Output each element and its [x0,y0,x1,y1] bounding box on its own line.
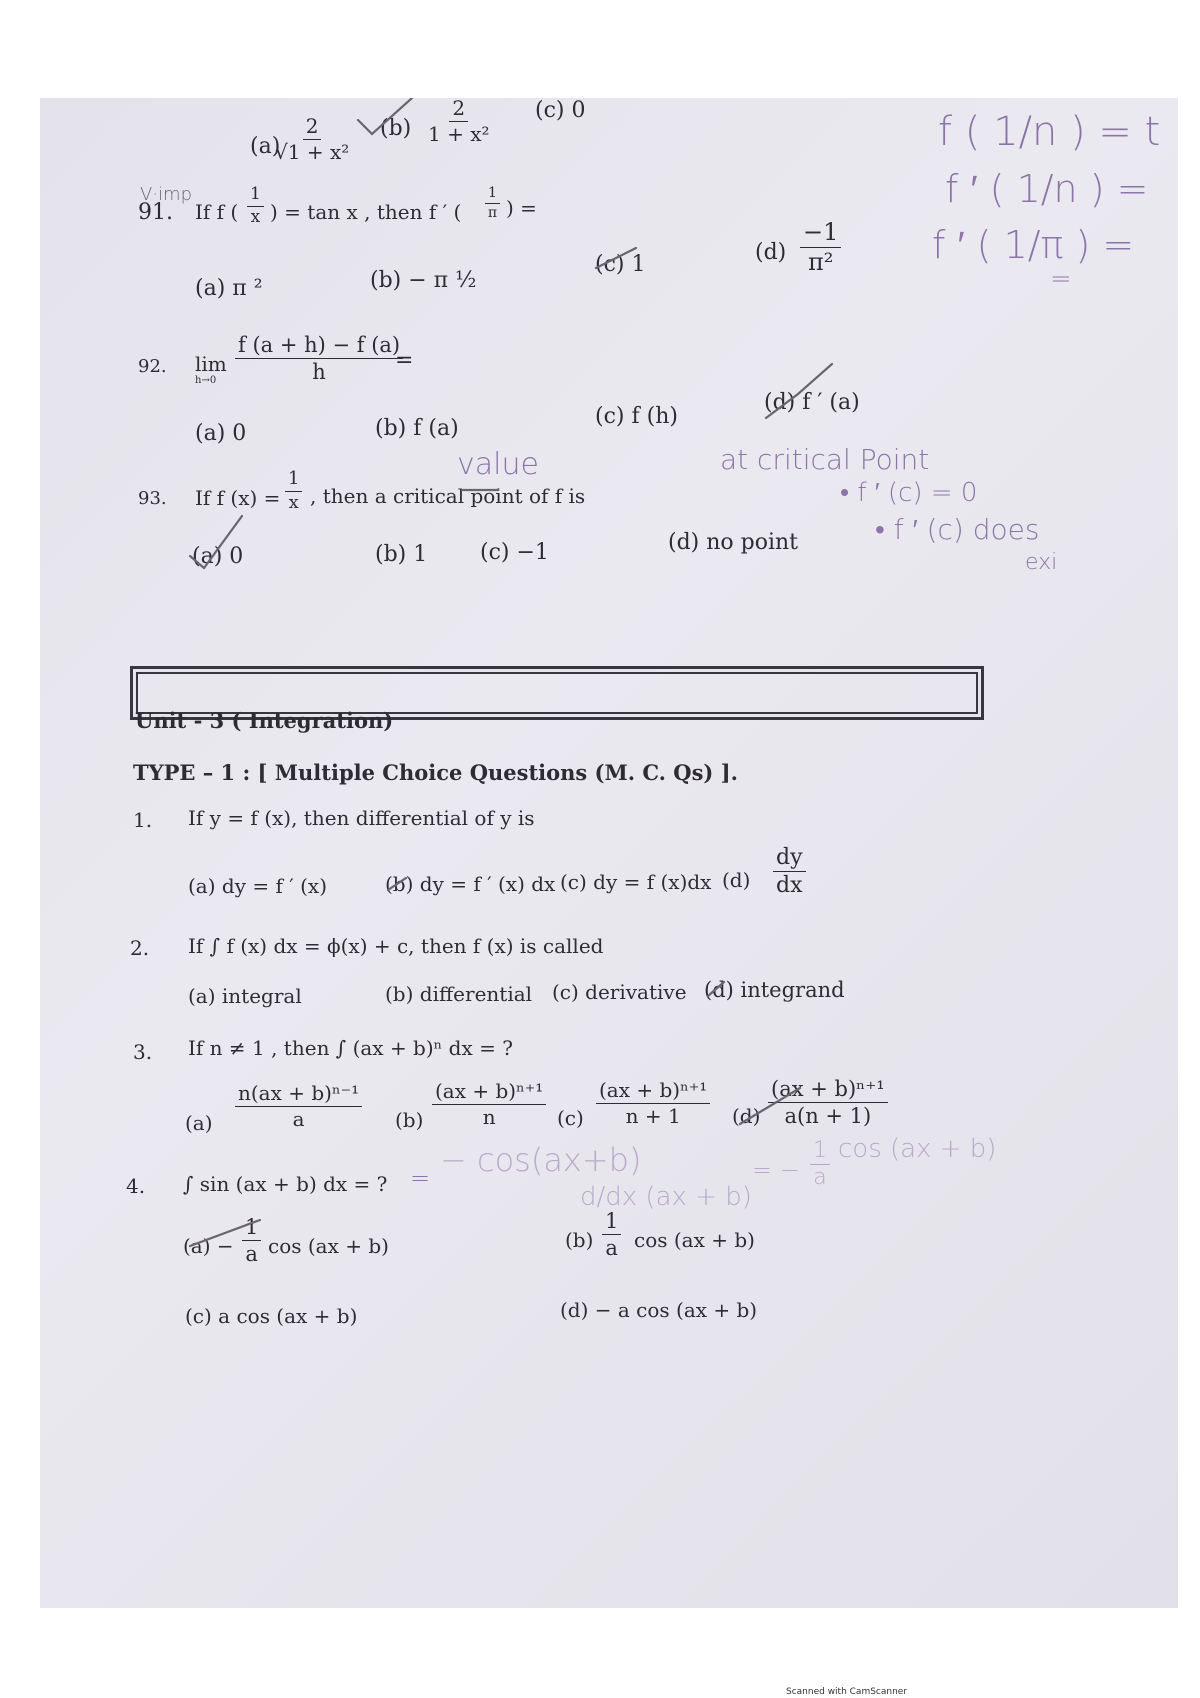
q4-a-den: a [245,1242,258,1267]
scanner-watermark: Scanned with CamScanner [786,1687,908,1697]
q91-stem-fraction-den: x [250,206,261,227]
q3-number: 3. [133,1040,153,1064]
q93-option-a: (a) 0 [192,544,244,569]
q4-handwritten-numerator: − cos(ax+b) [440,1141,642,1179]
q4-number: 4. [126,1174,146,1198]
q4-option-b-tail: cos (ax + b) [634,1228,755,1252]
q4-option-a-label: (a) − [183,1234,234,1258]
q91-stem-part3: ) = [506,196,537,220]
q91-option-d-label: (d) [755,240,787,265]
handwriting-note4: exi [1025,550,1058,575]
q3-b-den: n [482,1105,496,1129]
q3-c-den: n + 1 [625,1104,681,1128]
q92-lim: lim [195,352,227,376]
q3-c-num: (ax + b)ⁿ⁺¹ [596,1080,710,1104]
handwriting-line4: = [1050,264,1072,294]
q4-option-a-tail: cos (ax + b) [268,1234,389,1258]
q92-number: 92. [138,356,167,377]
q3-stem: If n ≠ 1 , then ∫ (ax + b)ⁿ dx = ? [188,1036,513,1060]
q91-option-b: (b) − π ½ [370,268,477,293]
q90-a-denominator: √1 + x² [275,140,350,164]
q4-a-tick-mark [190,1220,260,1246]
q2-option-b: (b) differential [385,982,533,1006]
q3-d-num: (ax + b)ⁿ⁺¹ [768,1078,888,1103]
q2-option-d: (d) integrand [704,978,845,1002]
type-heading: TYPE – 1 : [ Multiple Choice Questions (M. C. Qs) ]. [133,760,738,785]
q1-number: 1. [133,808,153,832]
q91-option-a: (a) π ² [195,276,263,301]
q92-equals: = [395,348,414,373]
q1-option-b: (b) dy = f ′ (x) dx [385,872,556,896]
q3-a-num: n(ax + b)ⁿ⁻¹ [235,1083,362,1107]
handwriting-line3: f ′ ( 1/π ) = [932,223,1135,267]
q4-handwritten-tail: cos (ax + b) [838,1134,997,1164]
q4-a-num: 1 [242,1216,261,1241]
q90-option-c: (c) 0 [535,98,586,123]
q93-handwritten-value: value [457,447,539,482]
q93-frac-num: 1 [285,470,302,492]
unit-title: Unit - 3 ( Integration) [135,708,394,733]
q2-d-tick-mark [708,982,724,996]
handwriting-note1: at critical Point [720,443,930,476]
scanned-page [40,98,1178,1608]
q91-stem-fraction-num: 1 [247,186,264,207]
q93-option-c: (c) −1 [480,540,549,565]
q90-option-b-label: (b) [380,116,412,141]
q92-option-b: (b) f (a) [375,416,459,441]
q91-option-c: (c) 1 [595,252,646,277]
q1-d-den: dx [776,873,803,899]
handwritten-tick-marks [40,98,1178,1608]
q4-handwritten-equals: = [410,1164,431,1192]
q2-option-a: (a) integral [188,984,302,1008]
q91-stem-part2: ) = tan x , then f ′ ( [270,200,462,224]
q4-option-b-label: (b) [565,1228,594,1252]
q1-stem: If y = f (x), then differential of y is [188,806,535,830]
q4-option-c: (c) a cos (ax + b) [185,1304,358,1328]
q92-d-tick-mark [766,364,832,418]
q1-option-c: (c) dy = f (x)dx [560,870,712,894]
q90-b-numerator: 2 [449,98,468,122]
q1-b-tick-mark [388,878,406,890]
q92-quotient-den: h [312,360,326,385]
q93-a-tick-mark [190,516,242,568]
q4-option-d: (d) − a cos (ax + b) [560,1298,758,1322]
q2-option-c: (c) derivative [552,980,687,1004]
q91-c-tick-mark [596,248,636,268]
q4-b-den: a [605,1236,618,1261]
q91-d-den: π² [807,248,834,277]
q93-option-d: (d) no point [668,530,799,555]
q91-pi-num: 1 [485,186,500,204]
handwriting-note3: • f ′ (c) does [875,513,1040,546]
q93-stem-part1: If f (x) = [195,486,281,510]
q90-b-denominator: 1 + x² [428,122,490,146]
q91-stem-part1: If f ( [195,200,239,224]
q91-number: 91. [138,200,173,225]
q92-option-a: (a) 0 [195,421,247,446]
q3-option-d-label: (d) [732,1104,761,1128]
q93-stem-part2: , then a critical point of f is [310,484,586,508]
q3-d-den: a(n + 1) [784,1104,872,1129]
q92-lim-subscript: h→0 [195,375,217,386]
q4-handwritten-denominator: d/dx (ax + b) [580,1182,752,1212]
q1-option-a: (a) dy = f ′ (x) [188,874,328,898]
q4-handwritten-equals-2: = − [752,1156,800,1184]
q2-stem: If ∫ f (x) dx = ϕ(x) + c, then f (x) is called [188,934,604,958]
handwriting-line1: f ( 1/n ) = t [938,109,1161,155]
q4-hw-frac-den: a [813,1165,827,1190]
q2-number: 2. [130,936,150,960]
q3-option-a-label: (a) [185,1111,213,1135]
q4-hw-frac-num: 1 [810,1140,830,1165]
q93-number: 93. [138,488,167,509]
q1-d-num: dy [773,846,806,872]
q1-option-d-label: (d) [722,868,751,892]
q90-b-tick-mark [358,98,412,134]
q3-b-num: (ax + b)ⁿ⁺¹ [432,1081,546,1105]
q93-option-b: (b) 1 [375,542,428,567]
q3-option-b-label: (b) [395,1108,424,1132]
q3-option-c-label: (c) [557,1106,584,1130]
q92-quotient-num: f (a + h) − f (a) [235,334,403,359]
q4-stem: ∫ sin (ax + b) dx = ? [183,1172,388,1196]
q90-option-a-label: (a) [250,134,281,159]
q4-b-num: 1 [602,1210,621,1235]
q92-option-c: (c) f (h) [595,404,678,429]
q91-pi-den: π [487,204,498,221]
handwriting-note2: • f ′ (c) = 0 [840,478,978,508]
handwriting-line2: f ′ ( 1/n ) = [945,167,1149,211]
q91-margin-note: V·imp [140,184,192,205]
q92-option-d: (d) f ′ (a) [764,390,860,415]
q3-a-den: a [292,1107,305,1131]
q91-d-num: −1 [800,220,841,248]
q3-d-tick-mark [740,1088,800,1124]
q90-a-numerator: 2 [303,116,322,140]
q93-frac-den: x [288,491,299,513]
